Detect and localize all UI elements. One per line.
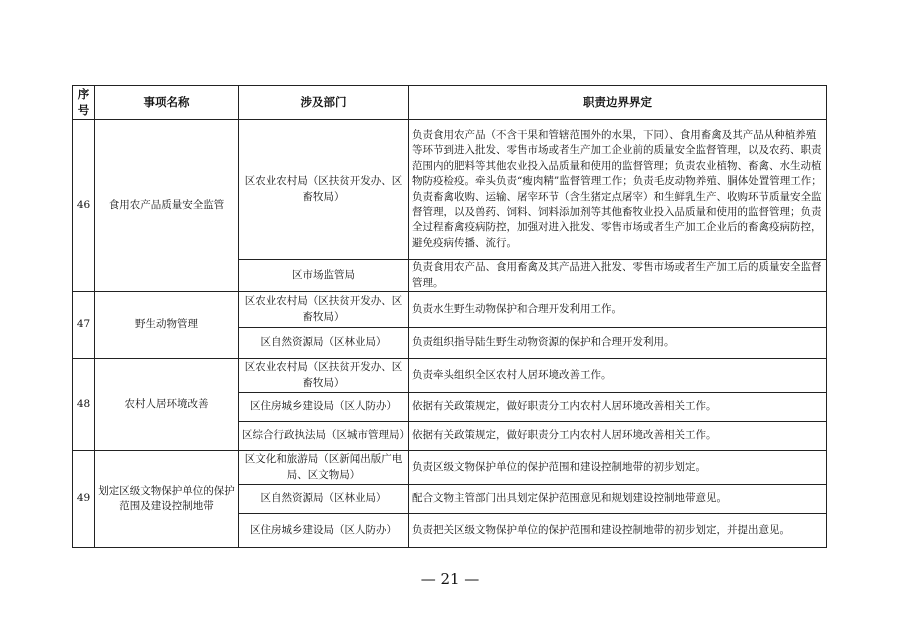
duty-description: 配合文物主管部门出具划定保护范围意见和规划建设控制地带意见。 <box>409 485 827 514</box>
department: 区自然资源局（区林业局） <box>239 485 409 514</box>
department: 区农业农村局（区扶贫开发办、区畜牧局） <box>239 120 409 260</box>
department: 区市场监管局 <box>239 260 409 292</box>
row-number: 49 <box>73 451 95 548</box>
duty-description: 负责水生野生动物保护和合理开发利用工作。 <box>409 292 827 328</box>
header-department: 涉及部门 <box>239 86 409 120</box>
table-row <box>73 359 827 393</box>
row-number: 48 <box>73 359 95 451</box>
duty-description: 依据有关政策规定，做好职责分工内农村人居环境改善相关工作。 <box>409 393 827 422</box>
department: 区农业农村局（区扶贫开发办、区畜牧局） <box>239 359 409 393</box>
department: 区文化和旅游局（区新闻出版广电局、区文物局） <box>239 451 409 485</box>
duty-description: 负责把关区级文物保护单位的保护范围和建设控制地带的初步划定，并提出意见。 <box>409 514 827 548</box>
duty-description: 负责食用农产品（不含干果和管辖范围外的水果，下同）、食用畜禽及其产品从种植养殖等环节到进入批发、零售市场或者生产加工企业前的质量安全监督管理，以及农药、职责范围内的肥料等其他农业投入品质量和使用的监督管理；负责农业植物、畜禽、水生动植物防疫检疫。牵头负责“瘦肉精”监督管理工作；负责毛皮动物养殖、胴体处置管理工作；负责畜禽收购、运输、屠宰环节（含生猪定点屠宰）和生鲜乳生产、收购环节质量安全监督管理，以及兽药、饲料、饲料添加剂等其他畜牧业投入品质量和使用的监督管理；负责全过程畜禽疫病防控，加强对进入批发、零售市场或者生产加工企业后的畜禽疫病防控，避免疫病传播、流行。 <box>409 120 827 260</box>
row-number: 46 <box>73 120 95 292</box>
department: 区农业农村局（区扶贫开发办、区畜牧局） <box>239 292 409 328</box>
department: 区住房城乡建设局（区人防办） <box>239 393 409 422</box>
table-row <box>73 120 827 260</box>
item-name: 野生动物管理 <box>95 292 239 359</box>
duty-description: 负责食用农产品、食用畜禽及其产品进入批发、零售市场或者生产加工后的质量安全监督管理。 <box>409 260 827 292</box>
item-name: 划定区级文物保护单位的保护范围及建设控制地带 <box>95 451 239 548</box>
department: 区住房城乡建设局（区人防办） <box>239 514 409 548</box>
header-item-name: 事项名称 <box>95 86 239 120</box>
header-seq: 序号 <box>73 86 95 120</box>
department: 区综合行政执法局（区城市管理局） <box>239 422 409 451</box>
table-header-row <box>73 86 827 120</box>
duty-description: 负责牵头组织全区农村人居环境改善工作。 <box>409 359 827 393</box>
page-number: — 21 — <box>420 570 480 588</box>
duty-description: 依据有关政策规定，做好职责分工内农村人居环境改善相关工作。 <box>409 422 827 451</box>
duty-description: 负责组织指导陆生野生动物资源的保护和合理开发利用。 <box>409 328 827 359</box>
table-row <box>73 451 827 485</box>
item-name: 农村人居环境改善 <box>95 359 239 451</box>
duty-description: 负责区级文物保护单位的保护范围和建设控制地带的初步划定。 <box>409 451 827 485</box>
table-row <box>73 292 827 328</box>
header-duty: 职责边界界定 <box>409 86 827 120</box>
item-name: 食用农产品质量安全监管 <box>95 120 239 292</box>
duty-table <box>72 85 827 548</box>
department: 区自然资源局（区林业局） <box>239 328 409 359</box>
row-number: 47 <box>73 292 95 359</box>
